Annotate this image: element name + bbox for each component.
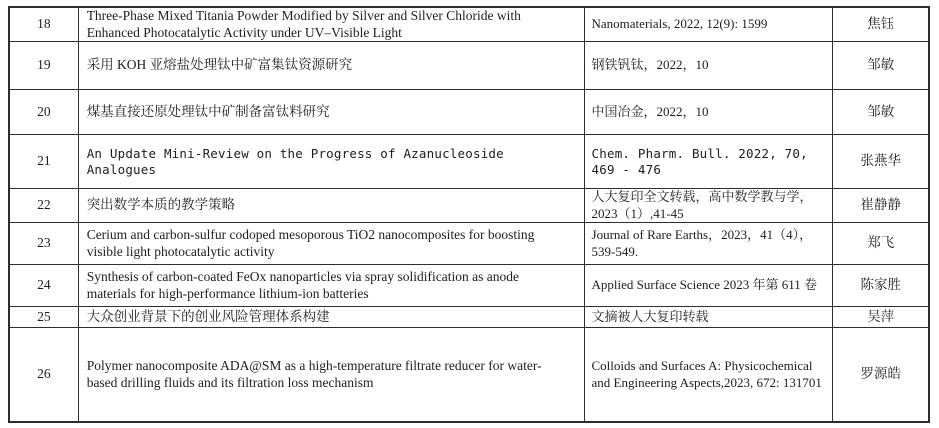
journal-cell: Nanomaterials, 2022, 12(9): 1599 bbox=[585, 8, 834, 42]
journal-cell: 钢铁钒钛，2022，10 bbox=[585, 42, 834, 90]
title-cell: An Update Mini-Review on the Progress of Azanucleoside Analogues bbox=[79, 135, 585, 189]
title-cell: 煤基直接还原处理钛中矿制备富钛料研究 bbox=[79, 90, 585, 135]
row-number-cell: 24 bbox=[10, 265, 79, 307]
table-row bbox=[10, 135, 928, 189]
journal-cell: Applied Surface Science 2023 年第 611 卷 bbox=[585, 265, 834, 307]
row-number-cell: 25 bbox=[10, 307, 79, 328]
author-cell: 罗源皓 bbox=[860, 366, 901, 382]
table-row bbox=[10, 189, 928, 223]
author-cell: 邹敏 bbox=[833, 42, 928, 90]
title-cell: 采用 KOH 亚熔盐处理钛中矿富集钛资源研究 bbox=[79, 42, 585, 90]
author-cell: 邹敏 bbox=[833, 90, 928, 135]
row-number-cell: 26 bbox=[10, 328, 79, 421]
journal-cell: Chem. Pharm. Bull. 2022, 70, 469 - 476 bbox=[585, 135, 834, 189]
author-cell: 吴萍 bbox=[833, 307, 928, 328]
journal-cell: 人大复印全文转载，高中数学教与学，2023（1）,41-45 bbox=[585, 189, 834, 223]
title-cell: Three-Phase Mixed Titania Powder Modified by Silver and Silver Chloride with Enhanced Photocatalytic Activity under UV–Visible Light bbox=[79, 8, 585, 42]
row-number-cell: 18 bbox=[10, 8, 79, 42]
table-row bbox=[10, 8, 928, 42]
table-row bbox=[10, 90, 928, 135]
title-cell: 突出数学本质的教学策略 bbox=[79, 189, 585, 223]
author-cell: 陈家胜 bbox=[833, 265, 928, 307]
publications-table bbox=[8, 6, 930, 423]
row-number-cell: 19 bbox=[10, 42, 79, 90]
table-row bbox=[10, 328, 928, 421]
title-cell: Cerium and carbon-sulfur codoped mesoporous TiO2 nanocomposites for boosting visible light photocatalytic activity bbox=[79, 223, 585, 265]
table-row bbox=[10, 265, 928, 307]
title-cell: 大众创业背景下的创业风险管理体系构建 bbox=[79, 307, 585, 328]
title-cell: Synthesis of carbon-coated FeOx nanoparticles via spray solidification as anode materials for high-performance lithium-ion batteries bbox=[79, 265, 585, 307]
table-row bbox=[10, 307, 928, 328]
table-row bbox=[10, 42, 928, 90]
row-number-cell: 21 bbox=[10, 135, 79, 189]
title-cell: Polymer nanocomposite ADA@SM as a high-temperature filtrate reducer for water-based drilling fluids and its filtration loss mechanism bbox=[79, 328, 585, 421]
row-number-cell: 20 bbox=[10, 90, 79, 135]
author-cell: 张燕华 bbox=[833, 135, 928, 189]
author-cell: 郑飞 bbox=[833, 223, 928, 265]
row-number-cell: 23 bbox=[10, 223, 79, 265]
journal-cell: 文摘被人大复印转载 bbox=[585, 307, 834, 328]
table-row bbox=[10, 223, 928, 265]
journal-cell: Colloids and Surfaces A: Physicochemical and Engineering Aspects,2023, 672: 131701 bbox=[585, 328, 834, 421]
journal-cell: 中国冶金，2022，10 bbox=[585, 90, 834, 135]
author-cell: 焦钰 bbox=[833, 8, 928, 42]
journal-cell: Journal of Rare Earths，2023，41（4），539-549. bbox=[585, 223, 834, 265]
author-cell: 崔静静 bbox=[833, 189, 928, 223]
row-number-cell: 22 bbox=[10, 189, 79, 223]
